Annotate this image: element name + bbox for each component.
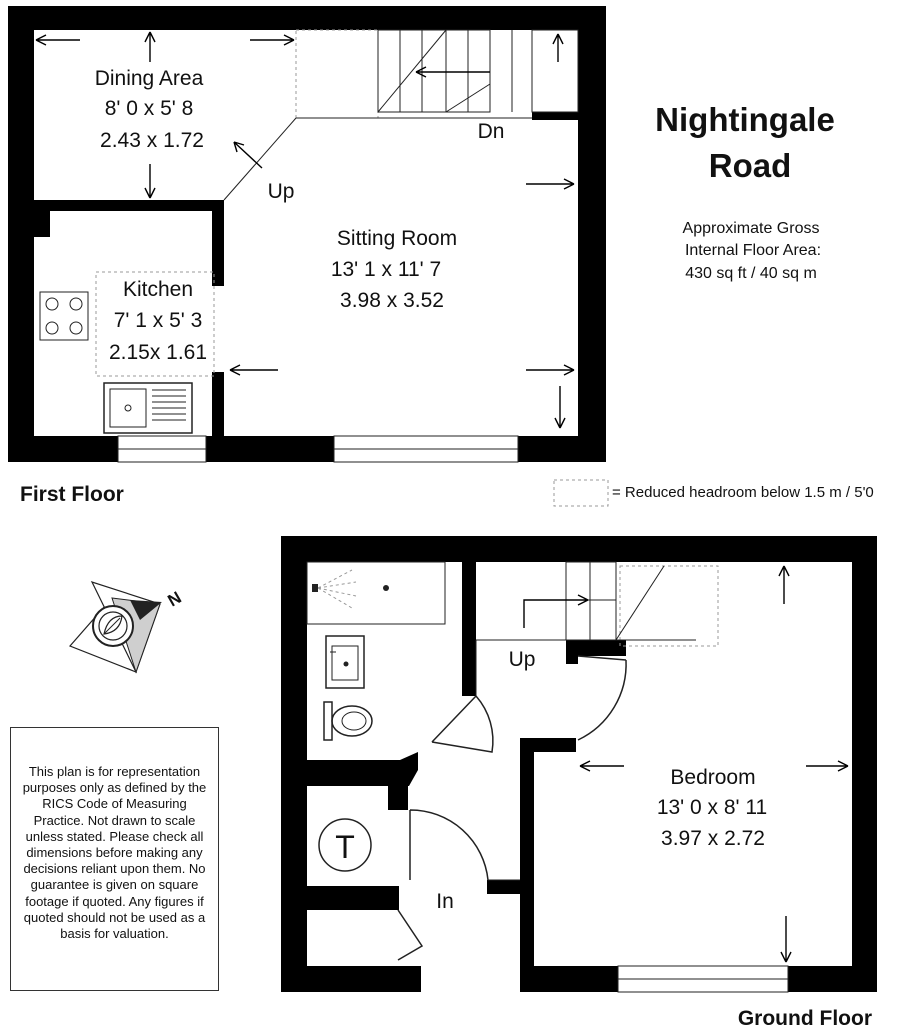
- entrance-door-icon: [410, 810, 488, 880]
- property-title-line2: Road: [708, 147, 792, 184]
- property-title-line1: Nightingale: [655, 101, 835, 138]
- sitting-room-imperial: 13' 1 x 11' 7: [330, 258, 442, 281]
- area-line3: 430 sq ft / 40 sq m: [685, 265, 817, 282]
- entrance-right-jamb: [487, 880, 525, 894]
- ground-floor-wall-bottom-left: [281, 966, 421, 992]
- entrance-label: In: [436, 890, 454, 913]
- kitchen-imperial: 7' 1 x 5' 3: [113, 309, 203, 332]
- headroom-legend-text: = Reduced headroom below 1.5 m / 5'0: [612, 484, 874, 501]
- bedroom-name: Bedroom: [670, 766, 756, 789]
- area-line2: Internal Floor Area:: [684, 242, 822, 259]
- first-floor-wall-right: [578, 6, 606, 462]
- compass-icon: [70, 582, 162, 672]
- bedroom-metric: 3.97 x 2.72: [661, 827, 765, 850]
- first-floor-wall-top: [8, 6, 606, 30]
- stairs-up-label-ground: Up: [508, 648, 536, 671]
- dining-area-imperial: 8' 0 x 5' 8: [104, 97, 194, 120]
- bedroom-door-icon: [578, 656, 626, 740]
- first-floor-label: First Floor: [20, 483, 124, 506]
- wash-basin-icon: [326, 636, 364, 688]
- dining-area-name: Dining Area: [94, 67, 204, 90]
- ground-floor-staircase: [476, 562, 718, 646]
- bathroom-right-wall: [462, 562, 476, 696]
- sitting-room-name: Sitting Room: [336, 227, 458, 250]
- toilet-icon: [324, 702, 372, 740]
- kitchen-wall-lower: [212, 372, 224, 436]
- first-floor-staircase: [378, 30, 578, 112]
- ground-floor-label: Ground Floor: [737, 1007, 872, 1030]
- ground-floor-wall-top: [281, 536, 877, 562]
- cupboard-door-icon: [398, 910, 422, 960]
- bedroom-door-jamb: [566, 640, 626, 656]
- bedroom-left-wall-vertical: [520, 738, 534, 992]
- sitting-room-metric: 3.98 x 3.52: [340, 289, 444, 312]
- cupboard-divider: [307, 886, 399, 910]
- disclaimer-box: [10, 727, 219, 991]
- shower-icon: [307, 562, 445, 624]
- headroom-area-stair: [620, 566, 718, 646]
- first-floor-dimension-arrows: [36, 32, 574, 428]
- ground-floor-plan: [281, 536, 877, 992]
- first-floor-plan: [8, 6, 606, 462]
- dining-kitchen-wall: [34, 200, 224, 211]
- stairs-down-label: Dn: [477, 120, 505, 143]
- ground-floor-wall-left: [281, 536, 307, 992]
- ground-floor-wall-right: [852, 536, 877, 992]
- headroom-area-dining: [296, 30, 378, 118]
- compass-north-label: N: [164, 587, 185, 611]
- hob-icon: [40, 292, 88, 340]
- headroom-legend-swatch: [554, 480, 608, 506]
- bathroom-bottom-wall: [307, 760, 409, 786]
- kitchen-stub-left: [34, 211, 50, 237]
- dining-area-metric: 2.43 x 1.72: [100, 129, 204, 152]
- stair-wall-stub: [532, 112, 578, 120]
- kitchen-metric: 2.15x 1.61: [108, 341, 208, 364]
- bathroom-door-icon: [432, 696, 493, 752]
- kitchen-name: Kitchen: [122, 278, 194, 301]
- hall-left-wall: [388, 786, 408, 810]
- tank-symbol: T: [335, 829, 355, 865]
- disclaimer-text: This plan is for representation purposes only as defined by the RICS Code of Measuring Practice. Not drawn to scale unless stated. Please check all dimensions before making any decisions reliant upon them. No guarantee is given on square footage if quoted. Any figures if quoted should not be used as a basis for valuation.: [22, 764, 207, 942]
- bedroom-imperial: 13' 0 x 8' 11: [656, 796, 768, 819]
- kitchen-wall-upper: [212, 200, 224, 286]
- kitchen-sink-icon: [104, 383, 192, 433]
- first-floor-wall-left: [8, 6, 34, 462]
- area-line1: Approximate Gross: [682, 220, 820, 237]
- stairs-up-label-first: Up: [267, 180, 295, 203]
